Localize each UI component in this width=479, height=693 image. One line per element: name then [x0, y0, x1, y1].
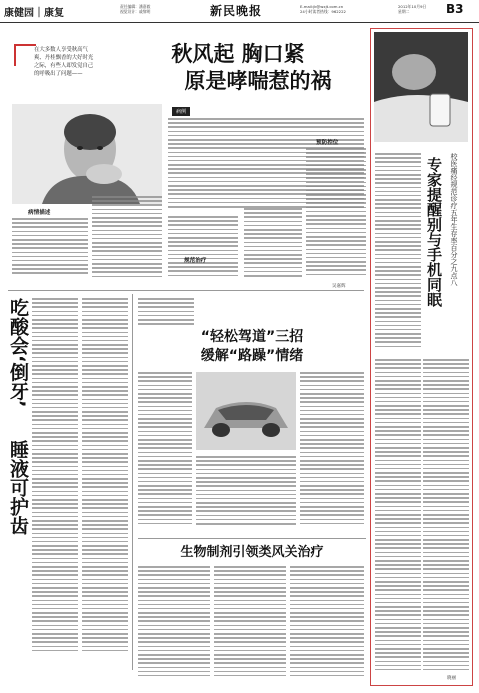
bottom-text-3: [290, 566, 364, 684]
middle-text-1: [138, 298, 194, 328]
middle-headline-line1: “轻松驾道”三招: [200, 329, 304, 345]
left-col-divider: [132, 294, 133, 670]
left-headline-a: 吃酸会‘倒牙’: [7, 298, 29, 408]
main-headline-line2: 原是哮喘惹的祸: [184, 69, 332, 93]
middle-text-2: [138, 372, 192, 532]
phone-sleeper-photo: [374, 32, 468, 142]
man-coughing-photo: [12, 104, 162, 204]
middle-text-4: [196, 456, 296, 532]
designer-line: 视觉设计：戚黎明: [120, 9, 151, 14]
date-line: 2012年10月9日: [398, 4, 427, 9]
subsection-label: 康复: [44, 8, 64, 19]
right-text-3: [423, 359, 469, 679]
editor-info: [120, 4, 150, 14]
main-byline: 吴嘉辉: [332, 284, 346, 289]
col4-body-text: [244, 208, 302, 280]
highlighted-right-article[interactable]: [370, 28, 473, 686]
col3-body-text: [168, 216, 238, 280]
man-illustration: [12, 104, 162, 204]
main-headline: [108, 40, 368, 94]
main-headline-line1: 秋风起 胸口紧: [171, 42, 305, 66]
col5-body-text: [306, 148, 366, 280]
middle-headline: [138, 328, 366, 366]
teaser-corner-mark: [14, 44, 36, 66]
right-text-2: [375, 359, 421, 679]
email-line: E-mail:jk@wxjt.com.cn: [300, 4, 344, 9]
section-name: 康健园｜康复: [4, 8, 64, 19]
section-label: 康健园: [4, 8, 34, 19]
page-number: B3: [446, 2, 464, 16]
page-header: [0, 0, 479, 23]
left-body-text: [12, 218, 88, 278]
subhead-condition: 病情描述: [28, 210, 51, 216]
right-headline: 专家提醒别与手机同眠: [425, 157, 443, 307]
hotline-line: 24小时读者热线：962222: [300, 9, 346, 14]
weekday-line: 星期二: [398, 9, 410, 14]
main-divider: [8, 290, 364, 291]
middle-divider: [138, 538, 366, 539]
bottom-headline: 生物制剂引领类风关治疗: [180, 545, 324, 560]
middle-text-3: [300, 372, 364, 532]
case-tag: 病例: [172, 107, 190, 116]
car-illustration: [196, 372, 296, 450]
contact-info: [300, 4, 346, 14]
teaser-box: [14, 42, 98, 102]
left-col-text-2: [82, 298, 128, 662]
sleeper-illustration: [374, 32, 468, 142]
bottom-text-2: [214, 566, 286, 684]
car-photo: [196, 372, 296, 450]
left-headline-b: 睡液可护齿: [7, 440, 29, 535]
left-col-text-1: [32, 298, 78, 662]
subhead-prevention: 预防控位: [316, 140, 339, 146]
right-byline: 晓丽: [447, 676, 456, 681]
right-text-1: [375, 153, 421, 353]
col2-body-text: [92, 196, 162, 280]
paper-name: 新民晚报: [210, 4, 263, 18]
middle-headline-line2: 缓解“路躁”情绪: [200, 348, 304, 364]
date-info: [398, 4, 426, 14]
editor-line: 责任编辑：潘嘉毅: [120, 4, 151, 9]
teaser-text: 在大多数人享受秋高气爽、丹桂飘香的大好时光之际，有些人却发觉自己的呼吸出了问题——: [34, 47, 94, 77]
subhead-treatment: 规范治疗: [184, 258, 207, 264]
right-kicker: 校医痛经规范诊疗五年生存率百分之九点八: [450, 153, 458, 286]
bottom-text-1: [138, 566, 210, 684]
